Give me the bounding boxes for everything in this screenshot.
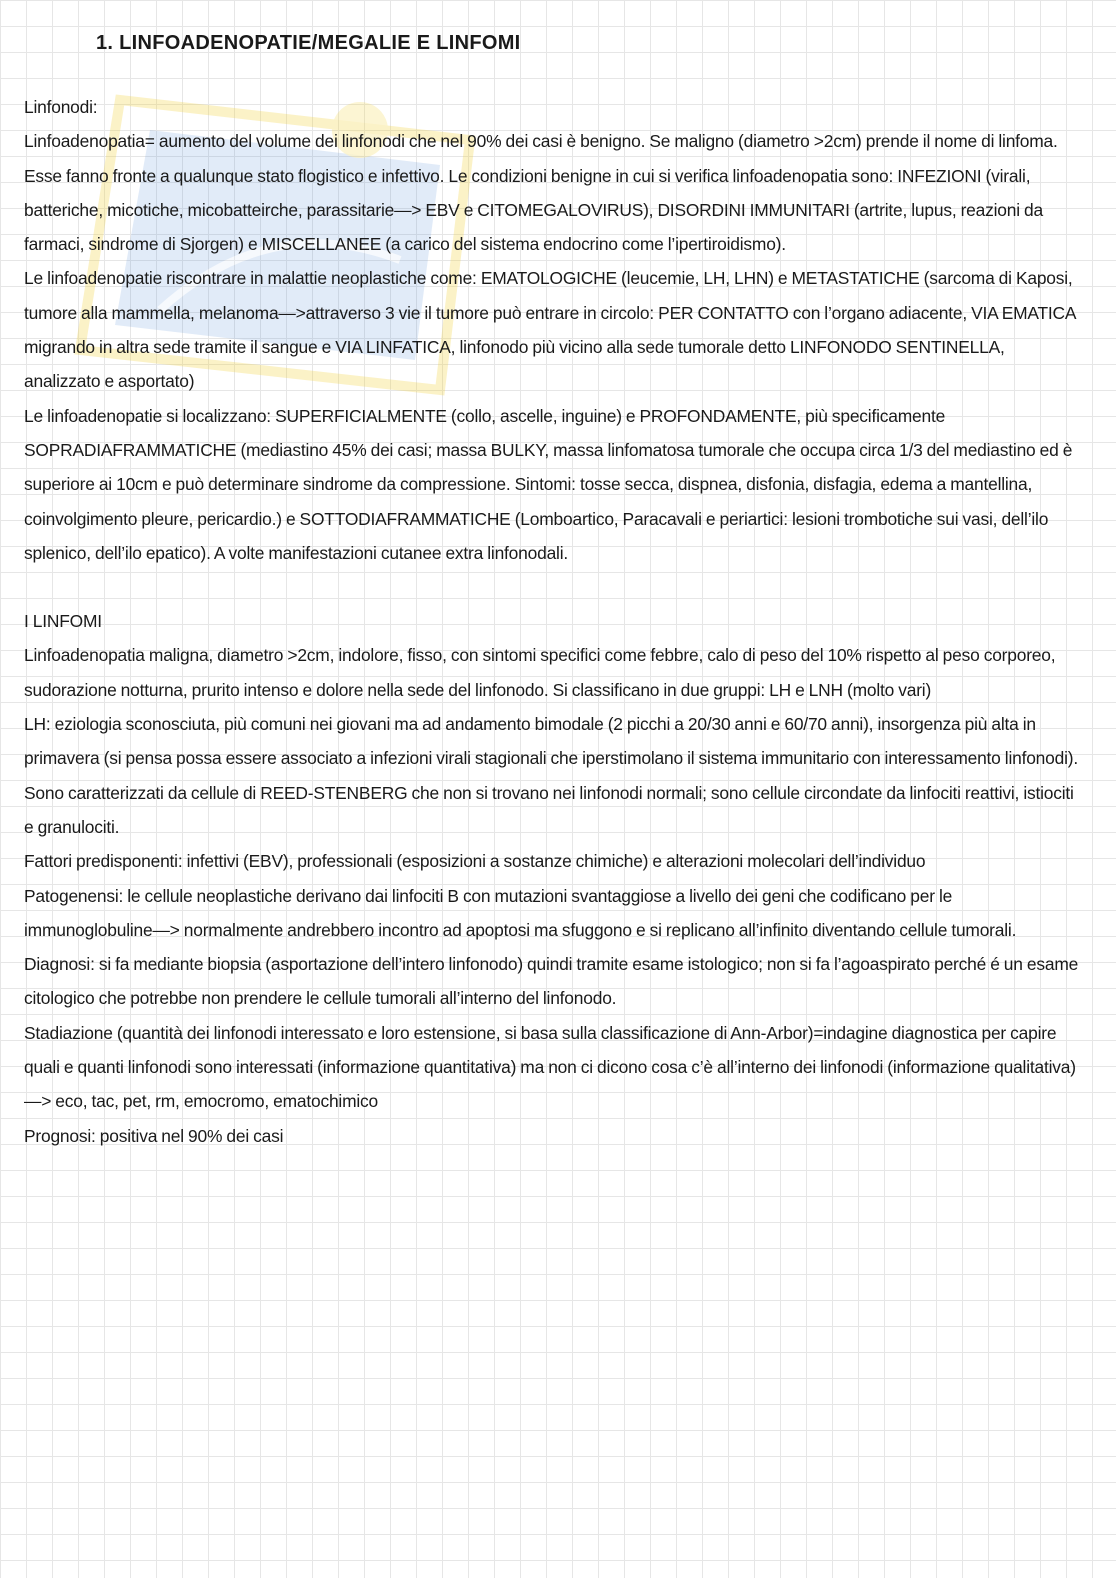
paragraph-stadiazione: Stadiazione (quantità dei linfonodi interessato e loro estensione, si basa sulla classificazione di Ann-Arbor)=indagine diagnostica per capire quali e quanti linfonodi sono interessati (informazione quantitativa) ma non ci dicono cosa c’è all’interno dei linfonodi (informazione qualitativa)—> eco, tac, pet, rm, emocromo, ematochimico: [24, 1022, 1076, 1112]
paragraph-linfoadenopatia: Linfoadenopatia= aumento del volume dei linfonodi che nel 90% dei casi è benigno. Se maligno (diametro >2cm) prende il nome di linfoma. Esse fanno fronte a qualunque stato flogistico e infettivo. Le condizioni benigne in cui si verifica linfoadenopatia sono: INFEZIONI (virali, batteriche, micotiche, micobatteirche, parassitarie—> EBV e CITOMEGALOVIRUS), DISORDINI IMMUNITARI (artrite, lupus, reazioni da farmaci, sindrome di Sjorgen) e MISCELLANEE (a carico del sistema endocrino come l’ipertiroidismo).: [24, 131, 1058, 255]
paragraph-patogenesi: Patogenensi: le cellule neoplastiche derivano dai linfociti B con mutazioni svantaggiose a livello dei geni che codificano per le immunoglobuline—> normalmente andrebbero incontro ad apoptosi ma sfuggono e si replicano all’infinito diventando cellule tumorali.: [24, 885, 1017, 940]
paragraph-lh: LH: eziologia sconosciuta, più comuni nei giovani ma ad andamento bimodale (2 picchi a 20/30 anni e 60/70 anni), insorgenza più alta in primavera (si pensa possa essere associato a infezioni virali stagionali che iperstimolano il sistema immunitario con interessamento linfonodi). Sono caratterizzati da cellule di REED-STENBERG che non si trovano nei linfonodi normali; sono cellule circondate da linfociti reattivi, istiociti e granulociti.: [24, 714, 1078, 837]
paragraph-neoplastiche: Le linfoadenopatie riscontrare in malattie neoplastiche come: EMATOLOGICHE (leucemie, LH, LHN) e METASTATICHE (sarcoma di Kaposi, tumore alla mammella, melanoma—>attraverso 3 vie il tumore può entrare in circolo: PER CONTATTO con l’organo adiacente, VIA EMATICA migrando in altra sede tramite il sangue e VIA LINFATICA, linfonodo più vicino alla sede tumorale detto LINFONODO SENTINELLA, analizzato e asportato): [24, 268, 1076, 392]
document-title: 1. LINFOADENOPATIE/MEGALIE E LINFOMI: [96, 32, 521, 54]
paragraph-localizzazione: Le linfoadenopatie si localizzano: SUPERFICIALMENTE (collo, ascelle, inguine) e PROFONDAMENTE, più specificamente SOPRADIAFRAMMATICHE (mediastino 45% dei casi; massa BULKY, massa linfomatosa tumorale che occupa circa 1/3 del mediastino ed è superiore ai 10cm e può determinare sindrome da compressione. Sintomi: tosse secca, dispnea, disfonia, disfagia, edema a mantellina, coinvolgimento pleure, pericardio.) e SOTTODIAFRAMMATICHE (Lomboartico, Paracavali e periartici: lesioni trombotiche sui vasi, dell’ilo splenico, dell’ilo epatico). A volte manifestazioni cutanee extra linfonodali.: [24, 405, 1073, 563]
paragraph-prognosi: Prognosi: positiva nel 90% dei casi: [24, 1125, 284, 1146]
section-heading-linfonodi: Linfonodi:: [24, 97, 98, 117]
paragraph-fattori-predisponenti: Fattori predisponenti: infettivi (EBV), professionali (esposizioni a sostanze chimiche) e alterazioni molecolari dell’individuo: [24, 851, 926, 872]
document-page: [24, 28, 1084, 1153]
paragraph-linfoadenopatia-maligna: Linfoadenopatia maligna, diametro >2cm, indolore, fisso, con sintomi specifici come febbre, calo di peso del 10% rispetto al peso corporeo, sudorazione notturna, prurito intenso e dolore nella sede del linfonodo. Si classificano in due gruppi: LH e LNH (molto vari): [24, 645, 1056, 700]
section-gap: [24, 570, 1084, 604]
paragraph-diagnosi: Diagnosi: si fa mediante biopsia (asportazione dell’intero linfonodo) quindi tramite esame istologico; non si fa l’agoaspirato perché é un esame citologico che potrebbe non prendere le cellule tumorali all’interno del linfonodo.: [24, 954, 1079, 1009]
section-heading-linfomi: I LINFOMI: [24, 611, 102, 632]
